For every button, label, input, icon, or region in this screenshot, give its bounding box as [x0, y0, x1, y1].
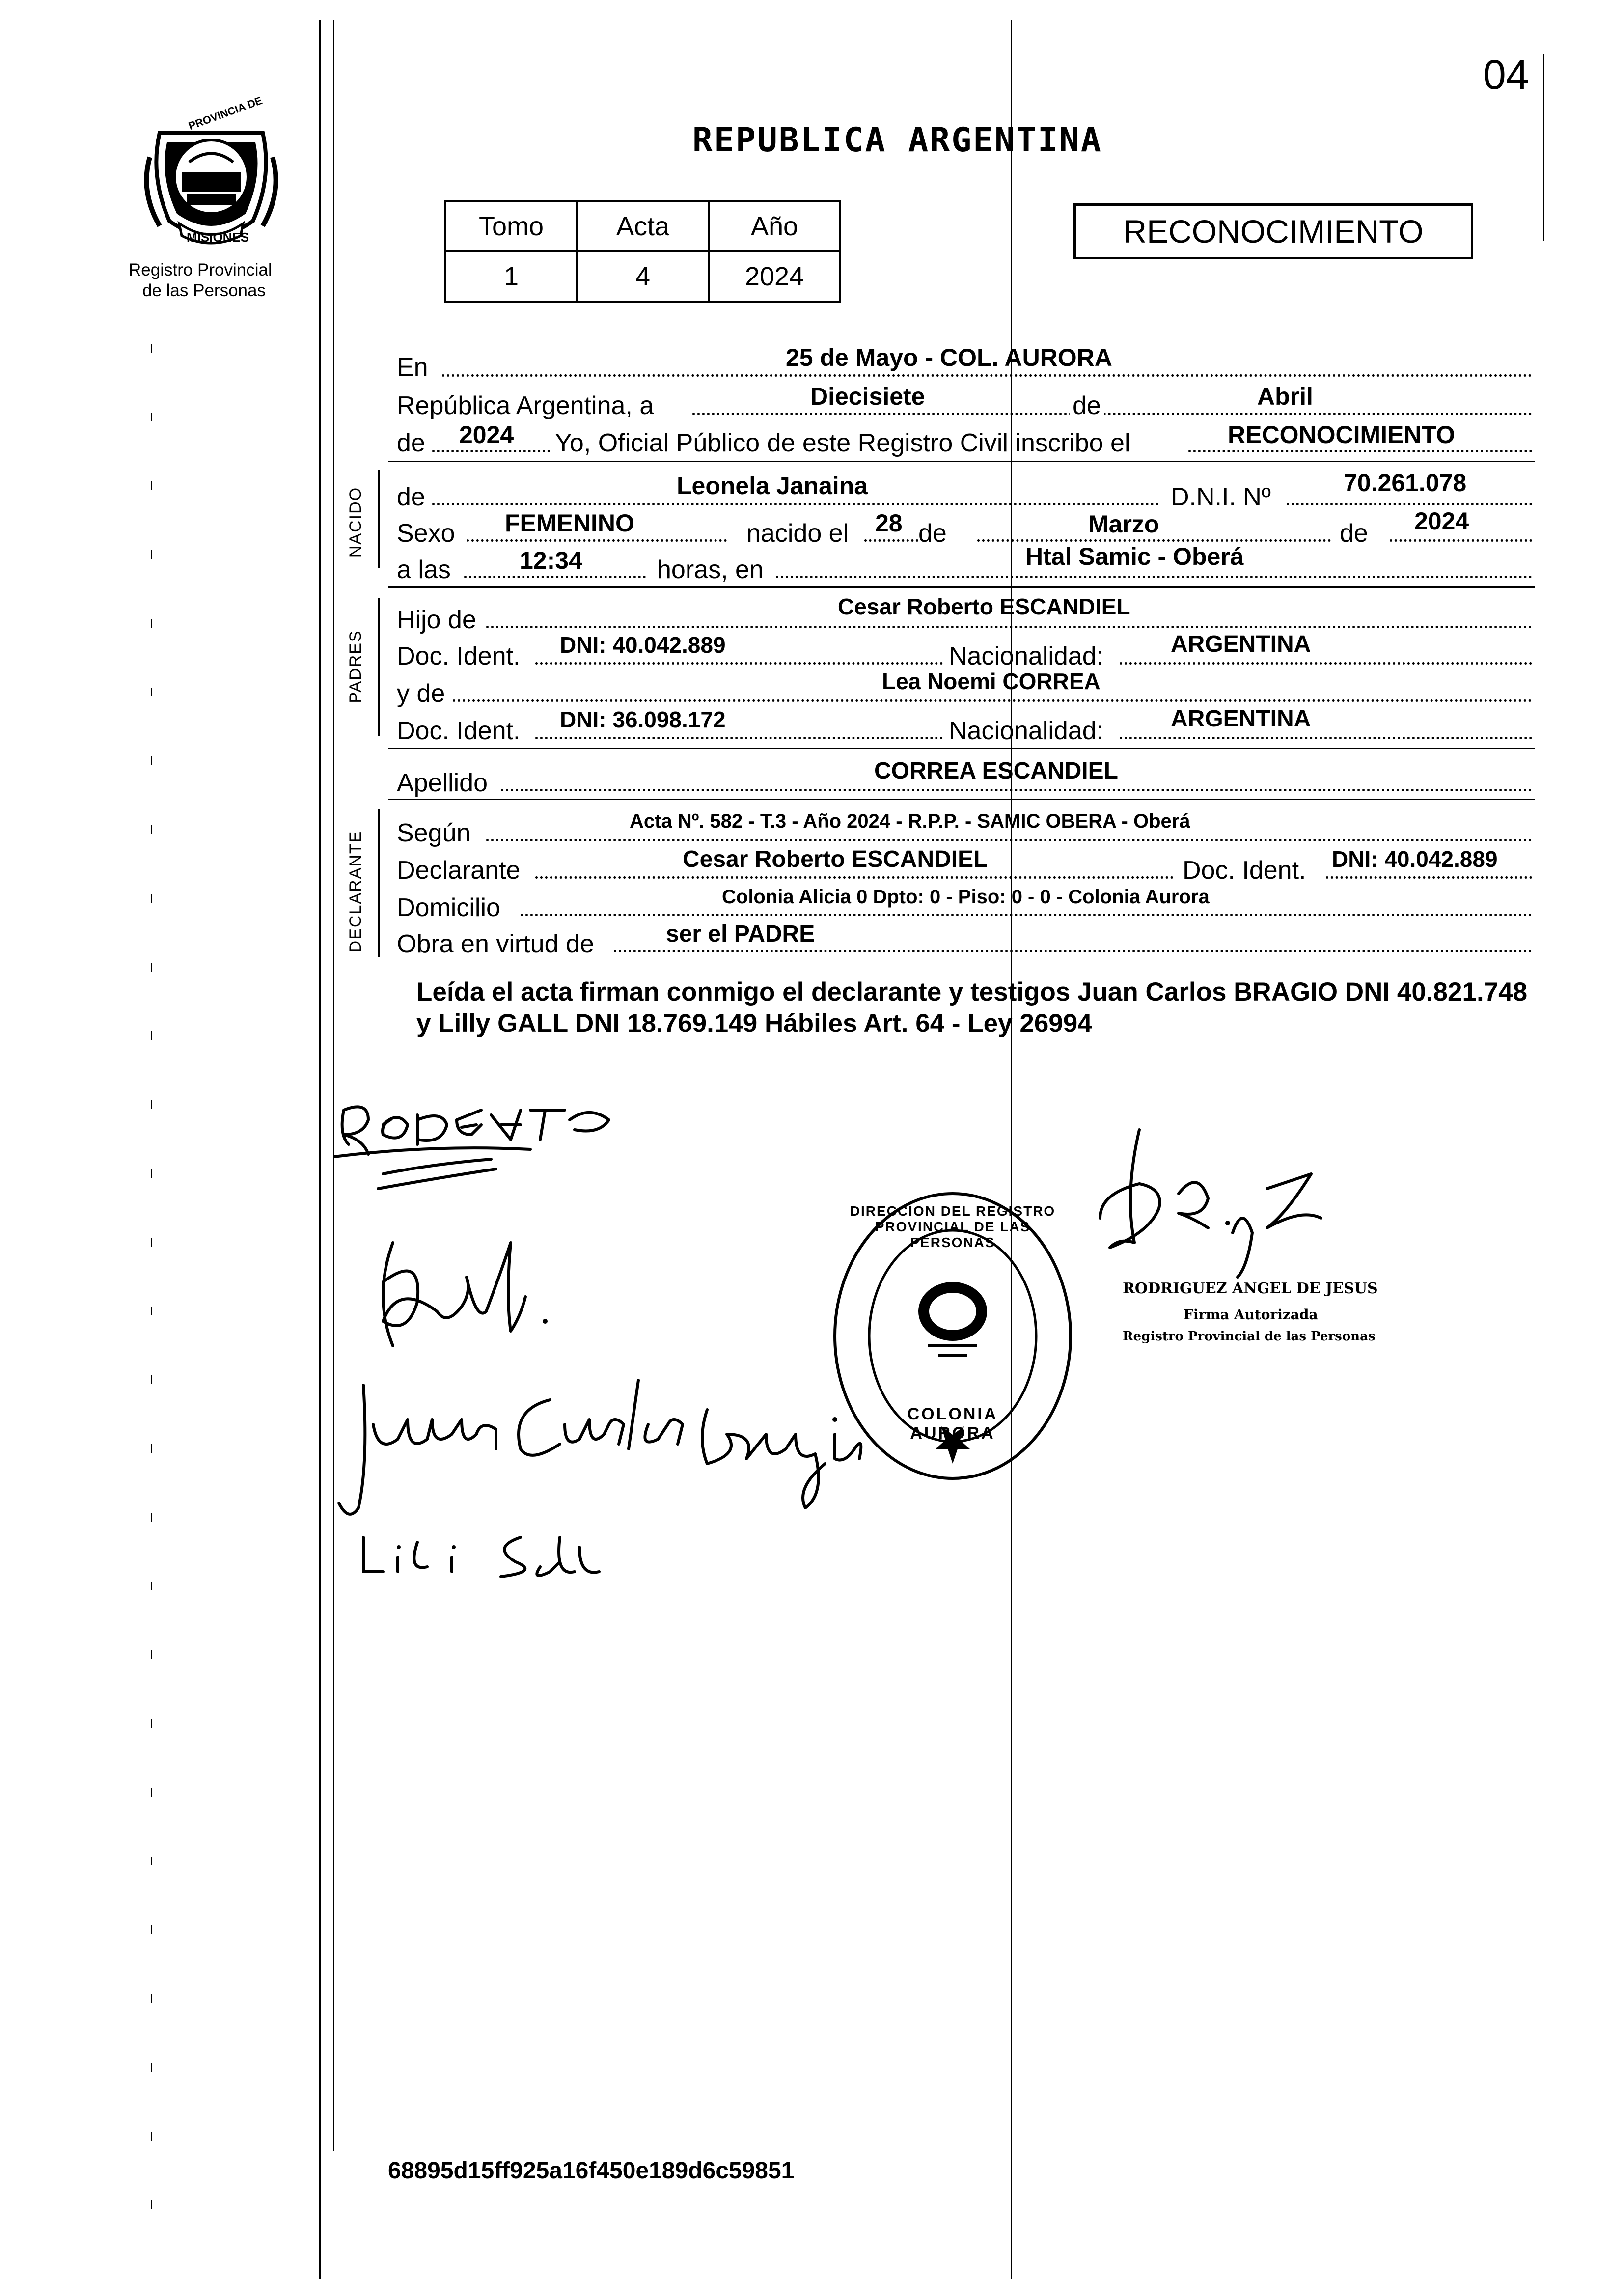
section-divider	[388, 799, 1535, 800]
dotted-rule	[486, 839, 1532, 841]
registry-name-line2: de las Personas	[142, 281, 266, 300]
dotted-rule	[1188, 450, 1532, 452]
declarante-name-label: Declarante	[397, 856, 521, 885]
record-table-value-row	[445, 251, 840, 302]
declarante-name: Cesar Roberto ESCANDIEL	[683, 846, 988, 872]
nacido-de-label: de	[397, 483, 425, 511]
declarante-domicilio: Colonia Alicia 0 Dpto: 0 - Piso: 0 - 0 - Colonia Aurora	[722, 886, 1210, 908]
right-margin-rule	[1543, 54, 1544, 241]
section-divider	[388, 748, 1535, 749]
dotted-rule	[977, 539, 1331, 542]
dotted-rule	[535, 737, 943, 739]
document-hash: 68895d15ff925a16f450e189d6c59851	[388, 2158, 795, 2184]
page-number: 04	[1483, 52, 1529, 98]
declarante-segun: Acta Nº. 582 - T.3 - Año 2024 - R.P.P. - SAMIC OBERA - Oberá	[630, 810, 1190, 832]
signature-declarante	[334, 1090, 638, 1208]
dotted-rule	[614, 950, 1532, 952]
section-label-declarante: DECLARANTE	[346, 830, 365, 953]
dotted-rule	[535, 876, 1174, 879]
section-bracket	[378, 809, 380, 957]
intro-day: Diecisiete	[810, 383, 925, 410]
record-table-value: 2024	[709, 251, 840, 302]
padres-father-doc: DNI: 40.042.889	[560, 632, 726, 658]
registry-round-stamp	[830, 1189, 1075, 1483]
dotted-rule	[486, 626, 1532, 628]
dotted-rule	[464, 576, 646, 578]
declarante-obra: ser el PADRE	[666, 921, 815, 947]
nacido-el-label: nacido el	[746, 519, 849, 548]
padres-mother-doc-label: Doc. Ident.	[397, 717, 521, 745]
intro-inscribo-label: Yo, Oficial Público de este Registro Civil inscribo el	[555, 429, 1130, 457]
record-table-header: Año	[709, 201, 840, 251]
apellido-label: Apellido	[397, 769, 488, 797]
dotted-rule	[1120, 737, 1532, 739]
section-bracket	[378, 598, 380, 736]
nacido-day: 28	[875, 509, 903, 537]
dotted-rule	[1287, 503, 1532, 505]
official-role: Firma Autorizada	[1184, 1307, 1318, 1323]
signature-witness-1	[334, 1365, 874, 1528]
dotted-rule	[432, 503, 1159, 505]
padres-father-nat: ARGENTINA	[1171, 631, 1311, 657]
nacido-dni: 70.261.078	[1344, 469, 1467, 497]
logo-text-bottom: MISIONES	[187, 230, 249, 245]
dotted-rule	[692, 413, 1532, 415]
record-table-header-row	[445, 201, 840, 251]
nacido-de-year-label: de	[1340, 519, 1368, 548]
stamp-inner-text: COLONIA AURORA	[907, 1405, 998, 1443]
dotted-rule	[1390, 539, 1532, 542]
country-title: REPUBLICA ARGENTINA	[692, 121, 1102, 160]
left-margin-rule	[319, 20, 321, 2279]
nacido-year: 2024	[1414, 507, 1469, 535]
dotted-rule	[776, 576, 1532, 578]
left-margin-rule-inner	[333, 20, 334, 2151]
padres-mother-doc: DNI: 36.098.172	[560, 707, 726, 732]
padres-mother-name: Lea Noemi CORREA	[882, 668, 1101, 694]
nacido-time: 12:34	[520, 547, 582, 574]
nacido-horas-label: horas, en	[657, 556, 764, 584]
intro-en-label: En	[397, 353, 428, 382]
apellido-value: CORREA ESCANDIEL	[874, 758, 1118, 784]
nacido-sexo: FEMENINO	[505, 509, 634, 537]
dotted-rule	[535, 662, 943, 665]
nacido-de-month-label: de	[918, 519, 947, 548]
signature-witness-mark	[363, 1223, 570, 1380]
dotted-rule	[1326, 876, 1532, 879]
intro-de-label: de	[1070, 393, 1104, 418]
padres-father-nat-label: Nacionalidad:	[949, 642, 1104, 670]
nacido-a-las-label: a las	[397, 556, 451, 584]
section-label-nacido: NACIDO	[346, 486, 365, 558]
record-table-header: Tomo	[445, 201, 577, 251]
intro-month: Abril	[1257, 383, 1313, 410]
signature-official	[1080, 1120, 1385, 1282]
padres-father-name: Cesar Roberto ESCANDIEL	[838, 594, 1130, 619]
dotted-rule	[467, 539, 727, 542]
logo-text-top: PROVINCIA DE	[187, 94, 264, 133]
intro-place: 25 de Mayo - COL. AURORA	[786, 344, 1112, 371]
dotted-rule	[864, 539, 918, 542]
section-bracket	[378, 470, 380, 568]
closing-statement: Leída el acta firman conmigo el declarante y testigos Juan Carlos BRAGIO DNI 40.821.748 y Lilly GALL DNI 18.769.149 Hábiles Art. 64 - Ley 26994	[416, 977, 1528, 1038]
declarante-obra-label: Obra en virtud de	[397, 930, 594, 958]
dotted-rule	[1120, 662, 1532, 665]
padres-y-de-label: y de	[397, 679, 445, 708]
official-org: Registro Provincial de las Personas	[1123, 1329, 1376, 1344]
record-table-header: Acta	[577, 201, 709, 251]
official-name: RODRIGUEZ ANGEL DE JESUS	[1123, 1280, 1378, 1297]
act-type-box: RECONOCIMIENTO	[1073, 203, 1473, 259]
record-table	[444, 200, 841, 303]
nacido-month: Marzo	[1088, 510, 1159, 538]
padres-mother-nat: ARGENTINA	[1171, 706, 1311, 732]
signature-witness-2	[354, 1518, 629, 1586]
nacido-dni-label: D.N.I. Nº	[1171, 484, 1273, 510]
left-edge-dash	[151, 344, 152, 2259]
padres-mother-nat-label: Nacionalidad:	[949, 717, 1104, 745]
stamp-ring-text: DIRECCION DEL REGISTRO PROVINCIAL DE LAS PERSONAS	[850, 1203, 1056, 1250]
declarante-doc-label: Doc. Ident.	[1183, 856, 1306, 885]
dotted-rule	[521, 914, 1532, 916]
province-logo	[140, 94, 282, 250]
section-label-padres: PADRES	[346, 630, 365, 703]
dotted-rule	[501, 789, 1532, 791]
intro-de-label-2: de	[397, 429, 425, 457]
section-divider	[388, 586, 1535, 588]
registry-name-line1: Registro Provincial	[129, 260, 272, 279]
record-table-value: 4	[577, 251, 709, 302]
declarante-domicilio-label: Domicilio	[397, 893, 500, 922]
declarante-doc: DNI: 40.042.889	[1332, 846, 1498, 872]
record-table-value: 1	[445, 251, 577, 302]
nacido-sexo-label: Sexo	[397, 519, 455, 548]
padres-father-doc-label: Doc. Ident.	[397, 642, 521, 670]
intro-act-name: RECONOCIMIENTO	[1228, 421, 1455, 448]
dotted-rule	[442, 374, 1532, 377]
intro-year: 2024	[459, 421, 514, 448]
declarante-segun-label: Según	[397, 819, 471, 847]
intro-republica-label: República Argentina, a	[397, 391, 654, 420]
padres-hijo-de-label: Hijo de	[397, 606, 476, 634]
section-divider	[388, 461, 1535, 462]
nacido-name: Leonela Janaina	[677, 472, 868, 500]
nacido-place: Htal Samic - Oberá	[1025, 543, 1244, 570]
dotted-rule	[432, 450, 550, 452]
dotted-rule	[453, 699, 1532, 702]
